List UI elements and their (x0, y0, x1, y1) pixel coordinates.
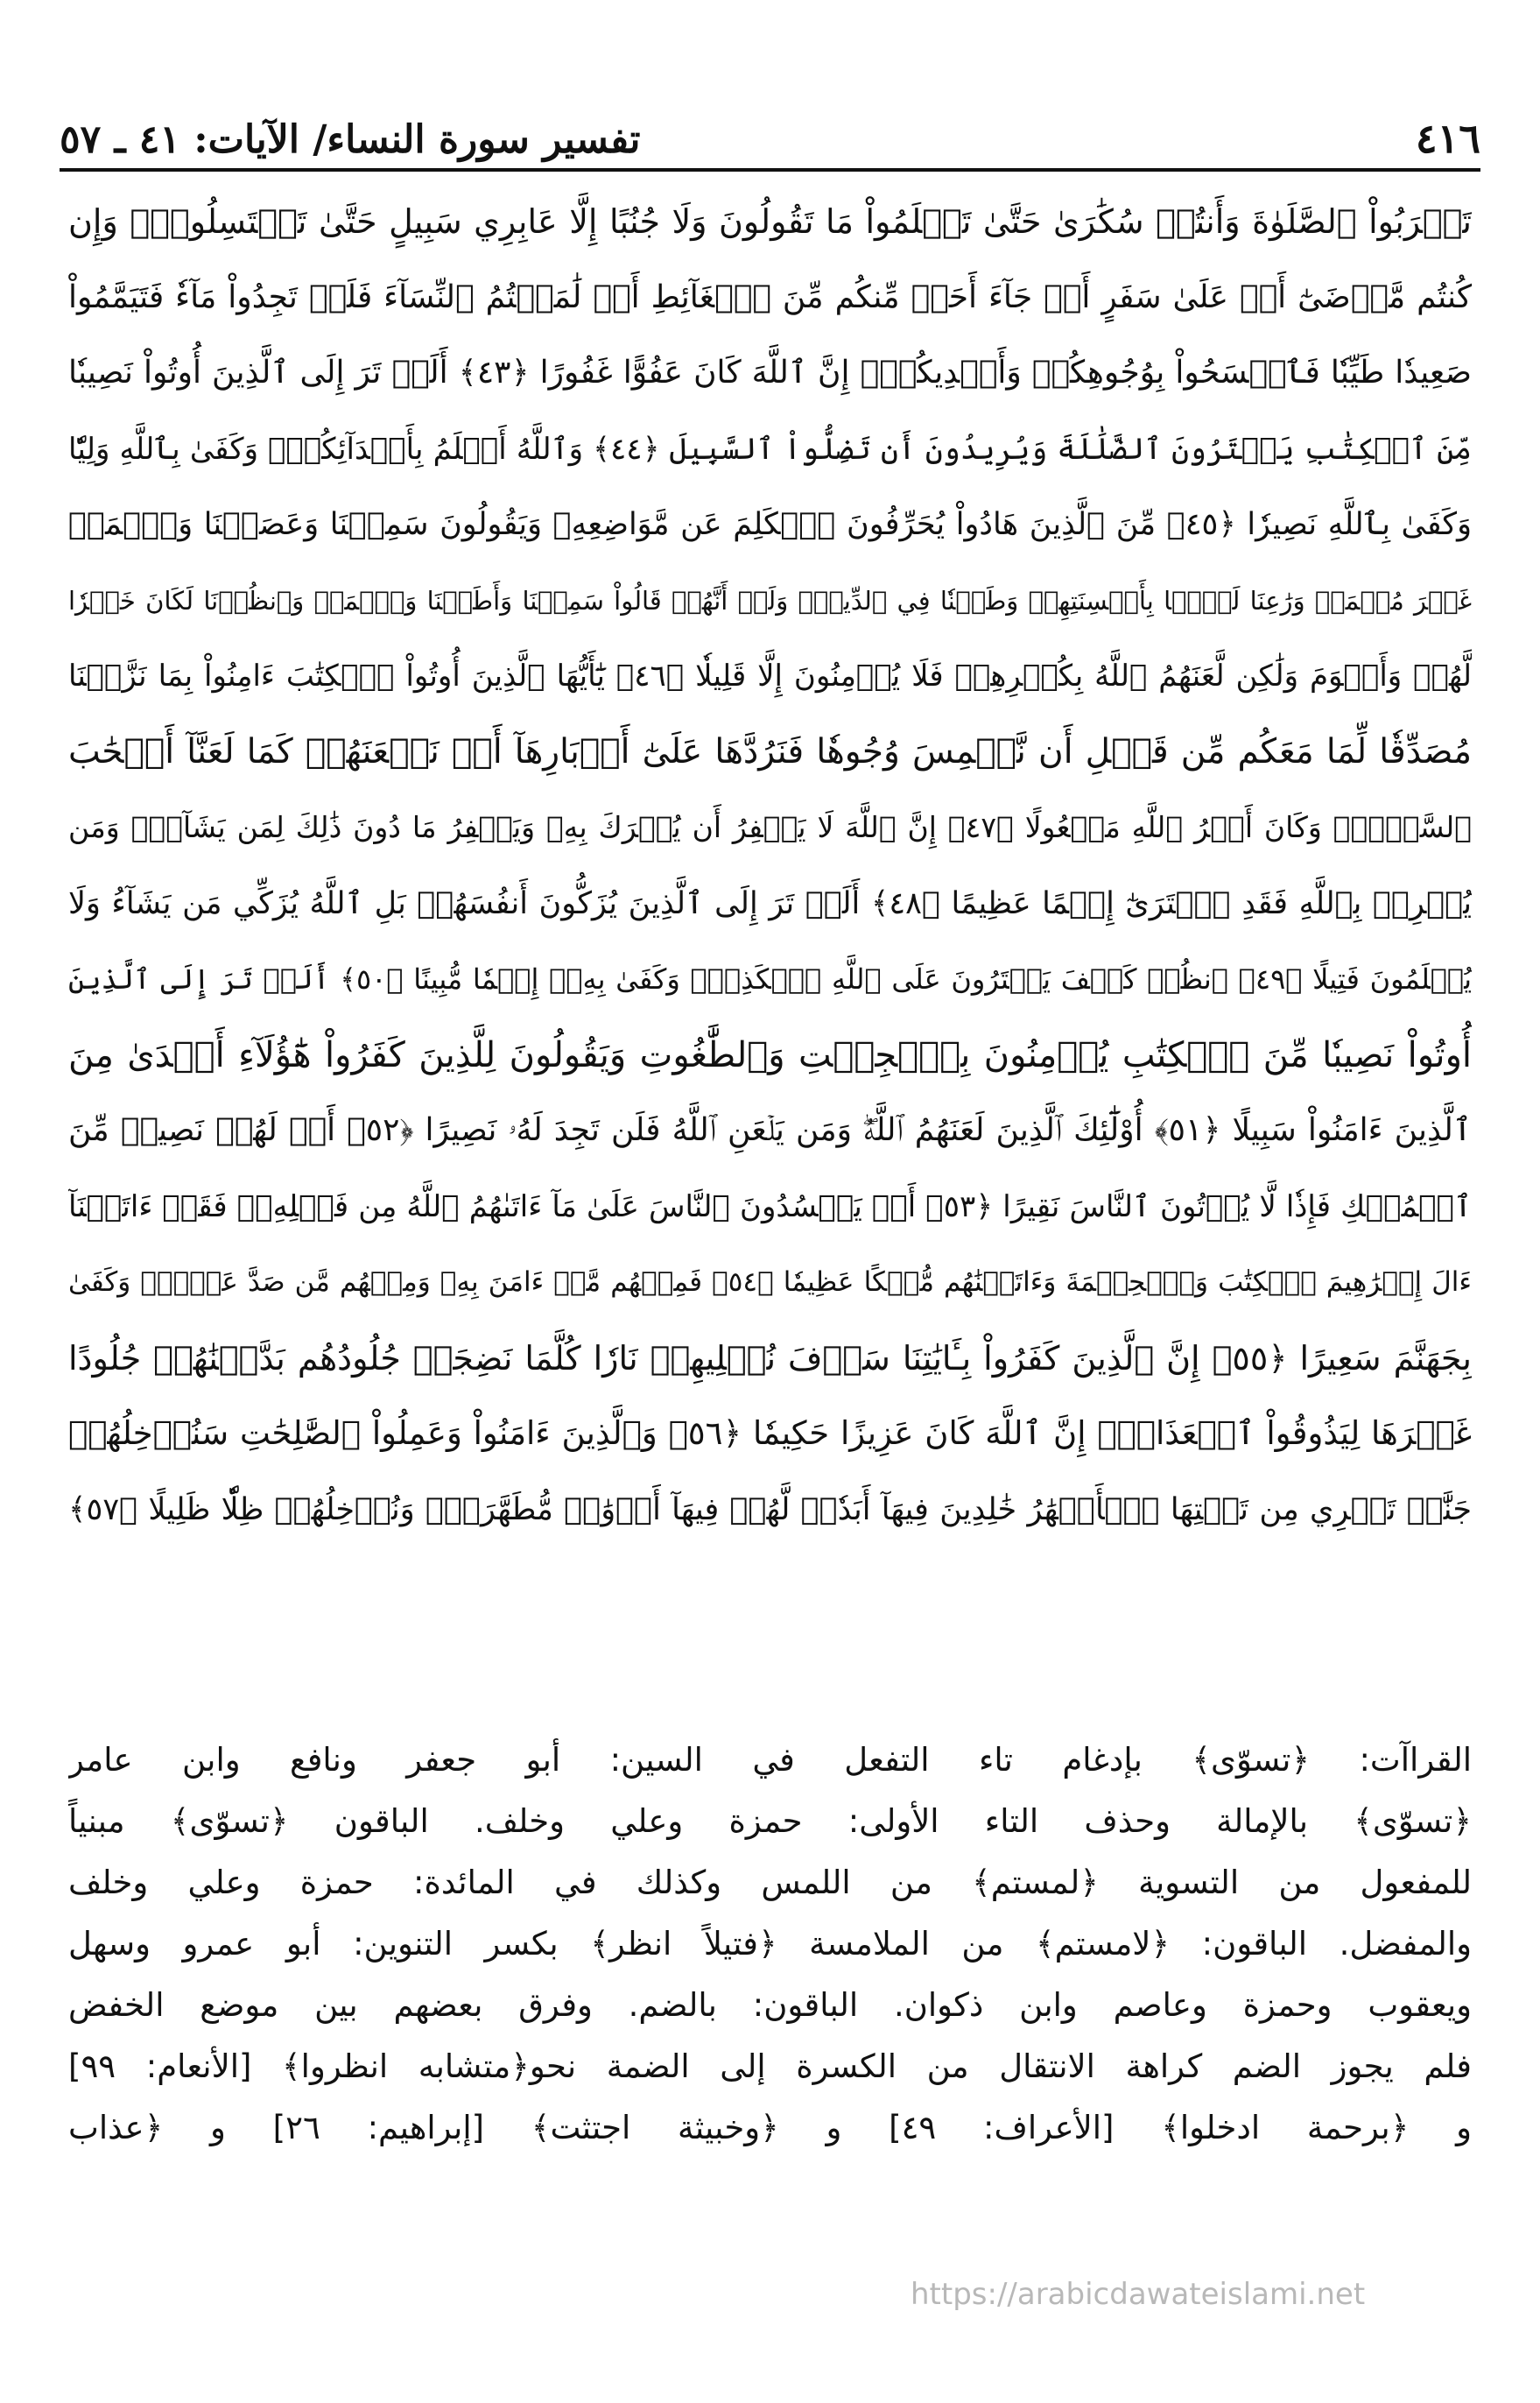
quran-line: لَّهُمۡ وَأَقۡوَمَ وَلَٰكِن لَّعَنَهُمُ ٱللَّهُ بِكُفۡرِهِمۡ فَلَا يُؤۡمِنُونَ إِلَّا قَلِيلٗا ﴿٤٦﴾ يَٰٓأَيُّهَا ٱلَّذِينَ أُوتُواْ ٱلۡكِتَٰبَ ءَامِنُواْ بِمَا نَزَّلۡنَا (68, 659, 1472, 694)
quran-line: بِجَهَنَّمَ سَعِيرًا ﴿٥٥﴾ إِنَّ ٱلَّذِينَ كَفَرُواْ بِـَٔايَٰتِنَا سَوۡفَ نُصۡلِيهِمۡ نَارٗا كُلَّمَا نَضِجَتۡ جُلُودُهُم بَدَّلۡنَٰهُمۡ جُلُودًا (68, 1338, 1472, 1378)
quran-line: صَعِيدٗا طَيِّبٗا فَٱمۡسَحُواْ بِوُجُوهِكُمۡ وَأَيۡدِيكُمۡۗ إِنَّ ٱللَّهَ كَانَ عَفُوًّا غَفُورًا ﴿٤٣﴾ أَلَمۡ تَرَ إِلَى ٱلَّذِينَ أُوتُواْ نَصِيبٗا (68, 355, 1472, 391)
commentary-line: ﴿تسوّى﴾ بالإمالة وحذف التاء الأولى: حمزة وعلي وخلف. الباقون ﴿تسوّى﴾ مبنياً (68, 1802, 1472, 1840)
quran-line: مُصَدِّقٗا لِّمَا مَعَكُم مِّن قَبۡلِ أَن نَّطۡمِسَ وُجُوهٗا فَنَرُدَّهَا عَلَىٰٓ أَدۡبَارِهَآ أَوۡ نَلۡعَنَهُمۡ كَمَا لَعَنَّآ أَصۡحَٰبَ (68, 731, 1472, 772)
quran-line: مِّنَ ٱلۡكِتَٰبِ يَشۡتَرُونَ ٱلضَّلَٰلَةَ وَيُرِيدُونَ أَن تَضِلُّواْ ٱلسَّبِيلَ ﴿٤٤﴾ وَٱللَّهُ أَعۡلَمُ بِأَعۡدَآئِكُمۡۚ وَكَفَىٰ بِٱللَّهِ وَلِيّٗا (68, 431, 1472, 467)
page-header (60, 101, 1480, 162)
quran-line: ٱلَّذِينَ ءَامَنُواْ سَبِيلًا ﴿٥١﴾ أُوْلَٰٓئِكَ ٱلَّذِينَ لَعَنَهُمُ ٱللَّهُۖ وَمَن يَلۡعَنِ ٱللَّهُ فَلَن تَجِدَ لَهُۥ نَصِيرًا ﴿٥٢﴾ أَمۡ لَهُمۡ نَصِيبٞ مِّنَ (68, 1112, 1472, 1148)
quran-line: غَيۡرَهَا لِيَذُوقُواْ ٱلۡعَذَابَۗ إِنَّ ٱللَّهَ كَانَ عَزِيزًا حَكِيمٗا ﴿٥٦﴾ وَٱلَّذِينَ ءَامَنُواْ وَعَمِلُواْ ٱلصَّٰلِحَٰتِ سَنُدۡخِلُهُمۡ (68, 1414, 1472, 1452)
quran-line: تَقۡرَبُواْ ٱلصَّلَوٰةَ وَأَنتُمۡ سُكَٰرَىٰ حَتَّىٰ تَعۡلَمُواْ مَا تَقُولُونَ وَلَا جُنُبًا إِلَّا عَابِرِي سَبِيلٍ حَتَّىٰ تَغۡتَسِلُواْۚ وَإِن (68, 202, 1472, 241)
watermark-url: https://arabicdawateislami.net (911, 2277, 1366, 2312)
commentary-line: و ﴿برحمة ادخلوا﴾ [الأعراف: ٤٩] و ﴿وخبيثة اجتثت﴾ [إبراهيم: ٢٦] و ﴿عذاب (68, 2109, 1472, 2146)
commentary-block (68, 1730, 1472, 2159)
commentary-line: للمفعول من التسوية ﴿لمستم﴾ من اللمس وكذلك في المائدة: حمزة وعلي وخلف (68, 1864, 1472, 1901)
quran-line: جَنَّٰتٖ تَجۡرِي مِن تَحۡتِهَا ٱلۡأَنۡهَٰرُ خَٰلِدِينَ فِيهَآ أَبَدٗاۖ لَّهُمۡ فِيهَآ أَزۡوَٰجٞ مُّطَهَّرَةٞۖ وَنُدۡخِلُهُمۡ ظِلّٗا ظَلِيلًا ﴿٥٧﴾ (68, 1491, 1472, 1527)
quran-line: يُشۡرِكۡ بِٱللَّهِ فَقَدِ ٱفۡتَرَىٰٓ إِثۡمًا عَظِيمًا ﴿٤٨﴾ أَلَمۡ تَرَ إِلَى ٱلَّذِينَ يُزَكُّونَ أَنفُسَهُمۚ بَلِ ٱللَّهُ يُزَكِّي مَن يَشَآءُ وَلَا (68, 885, 1472, 921)
quran-line: كُنتُم مَّرۡضَىٰٓ أَوۡ عَلَىٰ سَفَرٍ أَوۡ جَآءَ أَحَدٞ مِّنكُم مِّنَ ٱلۡغَآئِطِ أَوۡ لَٰمَسۡتُمُ ٱلنِّسَآءَ فَلَمۡ تَجِدُواْ مَآءٗ فَتَيَمَّمُواْ (68, 278, 1472, 315)
quran-line: ٱلۡمُلۡكِ فَإِذٗا لَّا يُؤۡتُونَ ٱلنَّاسَ نَقِيرًا ﴿٥٣﴾ أَمۡ يَحۡسُدُونَ ٱلنَّاسَ عَلَىٰ مَآ ءَاتَىٰهُمُ ٱللَّهُ مِن فَضۡلِهِۦۖ فَقَدۡ ءَاتَيۡنَآ (68, 1188, 1472, 1224)
quran-line: يُظۡلَمُونَ فَتِيلًا ﴿٤٩﴾ ٱنظُرۡ كَيۡفَ يَفۡتَرُونَ عَلَى ٱللَّهِ ٱلۡكَذِبَۖ وَكَفَىٰ بِهِۦٓ إِثۡمٗا مُّبِينًا ﴿٥٠﴾ أَلَمۡ تَرَ إِلَى ٱلَّذِينَ (68, 962, 1472, 996)
commentary-line: القراآت: ﴿تسوّى﴾ بإدغام تاء التفعل في السين: أبو جعفر ونافع وابن عامر (68, 1741, 1472, 1779)
page-number: ٤١٦ (1415, 115, 1480, 162)
quran-line: أُوتُواْ نَصِيبٗا مِّنَ ٱلۡكِتَٰبِ يُؤۡمِنُونَ بِٱلۡجِبۡتِ وَٱلطَّٰغُوتِ وَيَقُولُونَ لِلَّذِينَ كَفَرُواْ هَٰٓؤُلَآءِ أَهۡدَىٰ مِنَ (68, 1034, 1472, 1075)
commentary-line: والمفضل. الباقون: ﴿لامستم﴾ من الملامسة ﴿فتيلاً انظر﴾ بكسر التنوين: أبو عمرو وسهل (68, 1925, 1472, 1963)
commentary-line: ويعقوب وحمزة وعاصم وابن ذكوان. الباقون: بالضم. وفرق بعضهم بين موضع الخفض (68, 1986, 1472, 2024)
quran-line: ءَالَ إِبۡرَٰهِيمَ ٱلۡكِتَٰبَ وَٱلۡحِكۡمَةَ وَءَاتَيۡنَٰهُم مُّلۡكًا عَظِيمٗا ﴿٥٤﴾ فَمِنۡهُم مَّنۡ ءَامَنَ بِهِۦ وَمِنۡهُم مَّن صَدَّ عَنۡهُۚ وَكَفَىٰ (68, 1266, 1472, 1298)
running-title: تفسير سورة النساء/ الآيات: ٤١ ـ ٥٧ (60, 117, 641, 162)
quran-line: غَيۡرَ مُسۡمَعٖ وَرَٰعِنَا لَيَّۢا بِأَلۡسِنَتِهِمۡ وَطَعۡنٗا فِي ٱلدِّينِۚ وَلَوۡ أَنَّهُمۡ قَالُواْ سَمِعۡنَا وَأَطَعۡنَا وَٱسۡمَعۡ وَٱنظُرۡنَا لَكَانَ خَيۡرٗا (68, 585, 1472, 616)
quran-text-block (68, 184, 1472, 1699)
header-rule (60, 168, 1480, 172)
commentary-line: فلم يجوز الضم كراهة الانتقال من الكسرة إلى الضمة نحو﴿متشابه انظروا﴾ [الأنعام: ٩٩] (68, 2047, 1472, 2085)
quran-line: وَكَفَىٰ بِٱللَّهِ نَصِيرٗا ﴿٤٥﴾ مِّنَ ٱلَّذِينَ هَادُواْ يُحَرِّفُونَ ٱلۡكَلِمَ عَن مَّوَاضِعِهِۦ وَيَقُولُونَ سَمِعۡنَا وَعَصَيۡنَا وَٱسۡمَعۡ (68, 507, 1472, 542)
quran-line: ٱلسَّبۡتِۚ وَكَانَ أَمۡرُ ٱللَّهِ مَفۡعُولًا ﴿٤٧﴾ إِنَّ ٱللَّهَ لَا يَغۡفِرُ أَن يُشۡرَكَ بِهِۦ وَيَغۡفِرُ مَا دُونَ ذَٰلِكَ لِمَن يَشَآءُۚ وَمَن (68, 810, 1472, 844)
